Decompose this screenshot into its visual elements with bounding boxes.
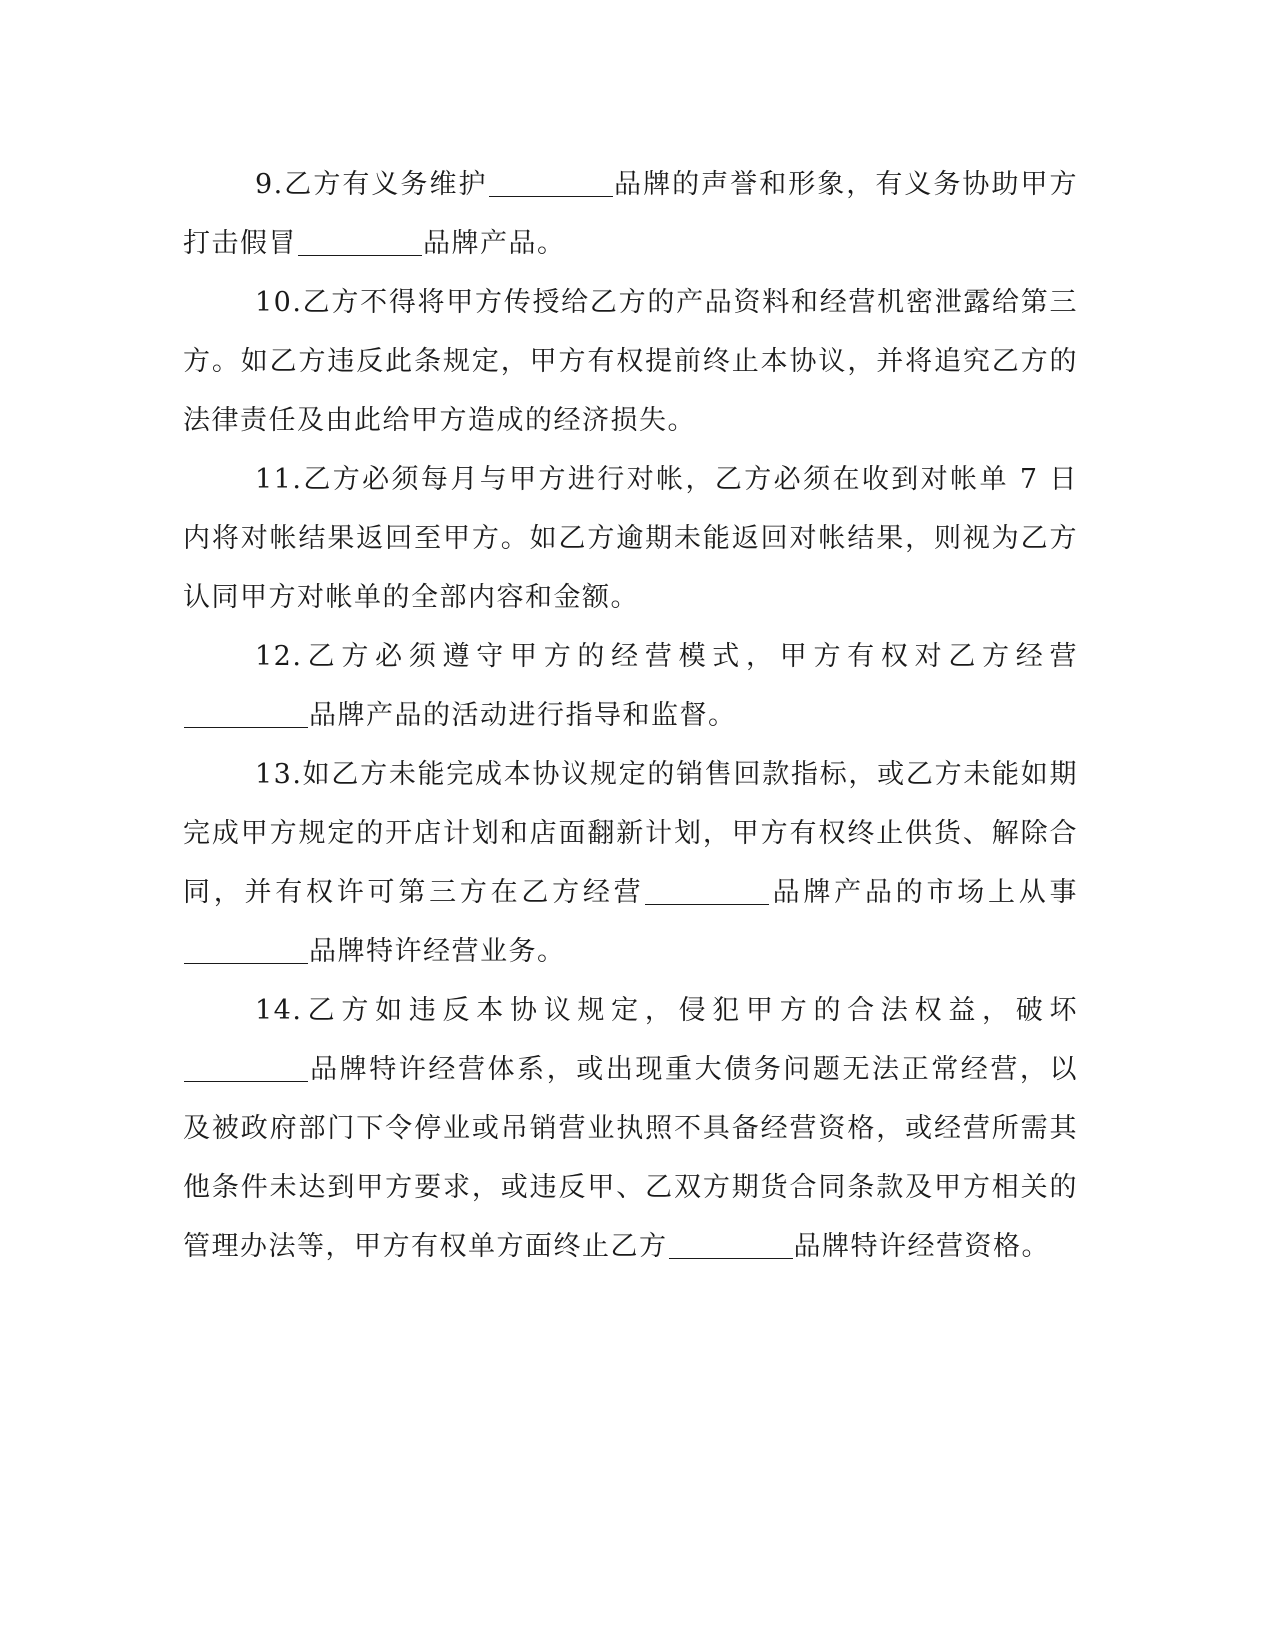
clause-text: 14.乙方如违反本协议规定，侵犯甲方的合法权益，破坏 xyxy=(255,995,1078,1026)
clause-10 xyxy=(183,273,1078,450)
document-body xyxy=(183,155,1078,1276)
clause-text: 12.乙方必须遵守甲方的经营模式，甲方有权对乙方经营 xyxy=(255,641,1078,672)
clause-13 xyxy=(183,745,1078,981)
brand-blank xyxy=(184,701,308,728)
brand-blank xyxy=(489,170,613,197)
brand-blank xyxy=(184,1055,308,1082)
clause-text: 品牌的声誉和形象，有义务协助甲方打击假冒 xyxy=(183,169,1079,259)
clause-text: 9.乙方有义务维护 xyxy=(255,169,488,200)
clause-text: 品牌特许经营资格。 xyxy=(793,1231,1050,1262)
brand-blank xyxy=(645,878,769,905)
clause-12 xyxy=(183,627,1078,745)
clause-9 xyxy=(183,155,1078,273)
clause-text: 10.乙方不得将甲方传授给乙方的产品资料和经营机密泄露给第三方。如乙方违反此条规定，甲方有权提前终止本协议，并将追究乙方的法律责任及由此给甲方造成的经济损失。 xyxy=(183,287,1078,436)
clause-text: 品牌产品。 xyxy=(423,228,566,259)
brand-blank xyxy=(669,1232,793,1259)
clause-text: 11.乙方必须每月与甲方进行对帐，乙方必须在收到对帐单 7 日内将对帐结果返回至甲方。如乙方逾期未能返回对帐结果，则视为乙方认同甲方对帐单的全部内容和金额。 xyxy=(183,464,1078,613)
clause-text: 品牌特许经营体系，或出现重大债务问题无法正常经营，以及被政府部门下令停业或吊销营业执照不具备经营资格，或经营所需其他条件未达到甲方要求，或违反甲、乙双方期货合同条款及甲方相关的管理办法等，甲方有权单方面终止乙方 xyxy=(183,1054,1078,1262)
brand-blank xyxy=(298,229,422,256)
brand-blank xyxy=(184,937,308,964)
clause-14 xyxy=(183,981,1078,1276)
clause-text: 13.如乙方未能完成本协议规定的销售回款指标，或乙方未能如期完成甲方规定的开店计划和店面翻新计划，甲方有权终止供货、解除合同，并有权许可第三方在乙方经营 xyxy=(183,759,1078,908)
clause-11 xyxy=(183,450,1078,627)
clause-text: 品牌产品的活动进行指导和监督。 xyxy=(309,700,737,731)
clause-text: 品牌特许经营业务。 xyxy=(309,936,566,967)
clause-text: 品牌产品的市场上从事 xyxy=(770,877,1079,908)
